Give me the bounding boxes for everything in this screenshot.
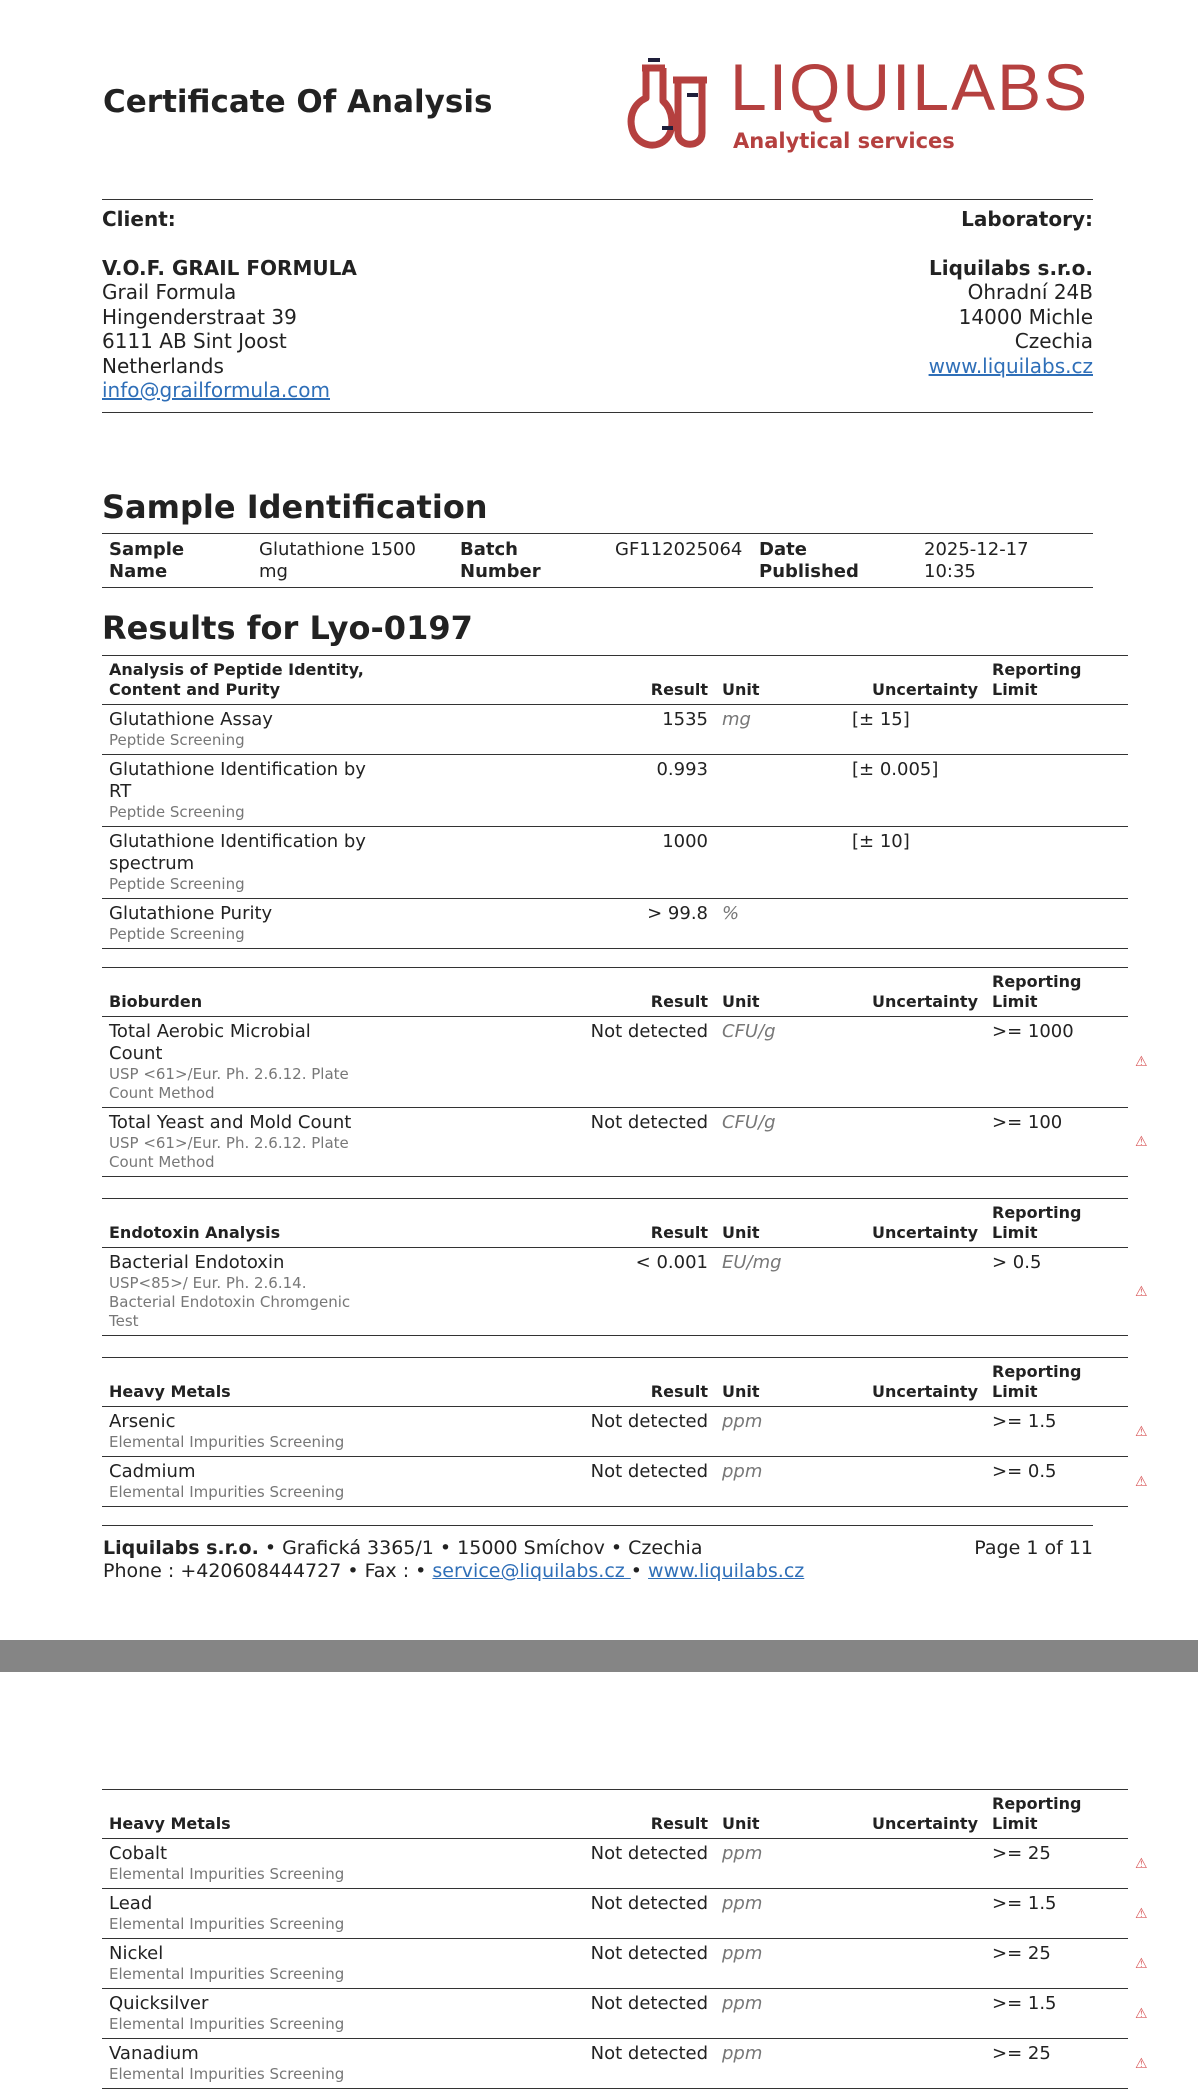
reporting-limit-value [985, 755, 1128, 827]
analyte-cell [102, 2039, 374, 2089]
flask-logo-icon [625, 58, 720, 158]
table-row [102, 1939, 1128, 1989]
reporting-limit-value [985, 827, 1128, 899]
liquilabs-logo [625, 52, 1095, 162]
uncertainty-value [845, 1248, 985, 1336]
result-value: 0.993 [374, 755, 715, 827]
column-header-reporting-limit: Reporting Limit [985, 1199, 1128, 1248]
uncertainty-value [845, 1889, 985, 1939]
column-header-uncertainty: Uncertainty [845, 1790, 985, 1839]
uncertainty-value [845, 899, 985, 949]
unit-value: ppm [715, 1889, 845, 1939]
warning-icon: ⚠ [1135, 1473, 1148, 1490]
results-table [102, 655, 1128, 949]
column-header-reporting-limit: Reporting Limit [985, 1358, 1128, 1407]
analyte-method: Elemental Impurities Screening [109, 2065, 345, 2083]
laboratory-website-link[interactable]: www.liquilabs.cz [928, 353, 1093, 378]
table-row [102, 2039, 1128, 2089]
result-value: Not detected [374, 1108, 715, 1177]
laboratory-header: Laboratory: [961, 207, 1093, 231]
date-published-value: 2025-12-17 10:35 [917, 534, 1093, 588]
table-row [102, 1108, 1128, 1177]
uncertainty-value [845, 1989, 985, 2039]
unit-value: mg [715, 705, 845, 755]
table-row [102, 1839, 1128, 1889]
analyte-method: Elemental Impurities Screening [109, 2015, 345, 2033]
client-header: Client: [102, 207, 176, 231]
page-number: Page 1 of 11 [974, 1537, 1093, 1559]
reporting-limit-value: >= 25 [985, 2039, 1128, 2089]
unit-value: ppm [715, 1457, 845, 1507]
warning-icon: ⚠ [1135, 1134, 1148, 1150]
reporting-limit-value: >= 0.5 [985, 1457, 1128, 1507]
uncertainty-value [845, 1939, 985, 1989]
result-value: Not detected [374, 1889, 715, 1939]
results-table [102, 967, 1148, 1177]
analyte-method: USP <61>/Eur. Ph. 2.6.12. Plate Count Method [109, 1065, 349, 1102]
result-value: > 99.8 [374, 899, 715, 949]
section-title: Heavy Metals [102, 1358, 374, 1407]
client-org: V.O.F. GRAIL FORMULA [102, 255, 357, 280]
reporting-limit-value: >= 100 [985, 1108, 1128, 1177]
date-published-label: Date Published [752, 534, 917, 588]
laboratory-block [613, 207, 1093, 378]
result-value: < 0.001 [374, 1248, 715, 1336]
table-row [102, 1248, 1128, 1336]
analyte-name: Total Yeast and Mold Count [109, 1112, 352, 1133]
footer-contact: Phone : +420608444727 • Fax : • [103, 1560, 433, 1582]
uncertainty-value [845, 1457, 985, 1507]
analyte-method: USP <61>/Eur. Ph. 2.6.12. Plate Count Method [109, 1134, 349, 1171]
unit-value: % [715, 899, 845, 949]
table-header-row [102, 1199, 1128, 1248]
analyte-method: Elemental Impurities Screening [109, 1865, 345, 1883]
table-header-row [102, 1790, 1128, 1839]
warning-icon: ⚠ [1135, 1905, 1148, 1922]
reporting-limit-value [985, 899, 1128, 949]
result-value: Not detected [374, 1839, 715, 1889]
section-title: Analysis of Peptide Identity, Content and Purity [102, 656, 374, 705]
analyte-method: Peptide Screening [109, 731, 245, 749]
analyte-name: Nickel [109, 1943, 164, 1964]
header-divider [102, 199, 1093, 200]
unit-value: CFU/g [715, 1108, 845, 1177]
warning-icon: ⚠ [1135, 1855, 1148, 1872]
warning-icon: ⚠ [1135, 1283, 1148, 1300]
analyte-method: Peptide Screening [109, 803, 245, 821]
column-header-unit: Unit [715, 968, 845, 1017]
column-header-unit: Unit [715, 1358, 845, 1407]
analyte-cell [102, 1839, 374, 1889]
logo-wordmark: LIQUILABS [730, 50, 1090, 124]
sample-table [102, 533, 1093, 588]
analyte-name: Total Aerobic Microbial Count [109, 1021, 311, 1064]
uncertainty-value: [± 15] [845, 705, 985, 755]
footer-address: • Grafická 3365/1 • 15000 Smíchov • Czechia [258, 1537, 703, 1559]
analyte-name: Glutathione Purity [109, 903, 273, 924]
table-row [102, 1889, 1128, 1939]
table-header-row [102, 968, 1128, 1017]
reporting-limit-value: >= 25 [985, 1939, 1128, 1989]
column-header-reporting-limit: Reporting Limit [985, 1790, 1128, 1839]
uncertainty-value [845, 1839, 985, 1889]
result-value: Not detected [374, 1457, 715, 1507]
analyte-method: Elemental Impurities Screening [109, 1433, 345, 1451]
analyte-cell [102, 827, 374, 899]
unit-value: EU/mg [715, 1248, 845, 1336]
reporting-limit-value: >= 1.5 [985, 1989, 1128, 2039]
column-header-uncertainty: Uncertainty [845, 1199, 985, 1248]
unit-value: ppm [715, 1407, 845, 1457]
analyte-cell [102, 1457, 374, 1507]
analyte-cell [102, 1017, 374, 1108]
client-block [102, 207, 582, 403]
results-table [102, 1198, 1148, 1336]
analyte-cell [102, 705, 374, 755]
reporting-limit-value: >= 1.5 [985, 1889, 1128, 1939]
column-header-unit: Unit [715, 656, 845, 705]
analyte-name: Cadmium [109, 1461, 196, 1482]
column-header-reporting-limit: Reporting Limit [985, 968, 1128, 1017]
uncertainty-value [845, 1407, 985, 1457]
result-value: 1535 [374, 705, 715, 755]
reporting-limit-value: >= 1000 [985, 1017, 1128, 1108]
reporting-limit-value: > 0.5 [985, 1248, 1128, 1336]
analyte-cell [102, 1407, 374, 1457]
column-header-result: Result [374, 1199, 715, 1248]
column-header-reporting-limit: Reporting Limit [985, 656, 1128, 705]
unit-value: ppm [715, 2039, 845, 2089]
column-header-result: Result [374, 1358, 715, 1407]
analyte-name: Cobalt [109, 1843, 168, 1864]
analyte-method: Peptide Screening [109, 925, 245, 943]
uncertainty-value [845, 1108, 985, 1177]
warning-icon: ⚠ [1135, 2005, 1148, 2022]
table-row [102, 1989, 1128, 2039]
analyte-method: Peptide Screening [109, 875, 245, 893]
analyte-cell [102, 1108, 374, 1177]
laboratory-org: Liquilabs s.r.o. [929, 255, 1093, 280]
result-value: Not detected [374, 2039, 715, 2089]
table-header-row [102, 1358, 1128, 1407]
analyte-name: Quicksilver [109, 1993, 209, 2014]
page-footer [103, 1537, 1093, 1583]
laboratory-line: Ohradní 24B [967, 280, 1093, 304]
analyte-name: Glutathione Assay [109, 709, 273, 730]
reporting-limit-value: >= 25 [985, 1839, 1128, 1889]
table-row [102, 827, 1128, 899]
reporting-limit-value [985, 705, 1128, 755]
result-value: Not detected [374, 1939, 715, 1989]
results-heading: Results for Lyo-0197 [102, 609, 473, 647]
analyte-cell [102, 1989, 374, 2039]
client-line: Grail Formula [102, 280, 237, 304]
footer-company: Liquilabs s.r.o. [103, 1537, 259, 1559]
analyte-cell [102, 1939, 374, 1989]
column-header-uncertainty: Uncertainty [845, 1358, 985, 1407]
table-row [102, 1457, 1128, 1507]
section-title: Heavy Metals [102, 1790, 374, 1839]
unit-value [715, 755, 845, 827]
analyte-name: Glutathione Identification by spectrum [109, 831, 366, 874]
document-title: Certificate Of Analysis [103, 84, 493, 120]
analyte-method: Elemental Impurities Screening [109, 1965, 345, 1983]
analyte-cell [102, 899, 374, 949]
column-header-uncertainty: Uncertainty [845, 968, 985, 1017]
column-header-result: Result [374, 1790, 715, 1839]
logo-tagline: Analytical services [733, 129, 955, 153]
footer-separator: • [630, 1560, 649, 1582]
sample-heading: Sample Identification [102, 488, 488, 526]
unit-value: ppm [715, 1839, 845, 1889]
analyte-cell [102, 1248, 374, 1336]
table-row [102, 705, 1128, 755]
table-row [102, 1017, 1128, 1108]
footer-website-link[interactable]: www.liquilabs.cz [648, 1560, 805, 1582]
column-header-unit: Unit [715, 1790, 845, 1839]
warning-icon: ⚠ [1135, 1054, 1148, 1070]
result-value: 1000 [374, 827, 715, 899]
unit-value: ppm [715, 1989, 845, 2039]
table-row [102, 1407, 1128, 1457]
laboratory-line: 14000 Michle [958, 304, 1093, 329]
analyte-name: Lead [109, 1893, 153, 1914]
unit-value: CFU/g [715, 1017, 845, 1108]
table-row [102, 755, 1128, 827]
address-divider [102, 412, 1093, 413]
analyte-name: Vanadium [109, 2043, 199, 2064]
analyte-name: Glutathione Identification by RT [109, 759, 366, 802]
unit-value [715, 827, 845, 899]
uncertainty-value [845, 2039, 985, 2089]
batch-number-value: GF112025064 [608, 534, 752, 588]
column-header-result: Result [374, 968, 715, 1017]
warning-icon: ⚠ [1135, 1423, 1148, 1440]
section-title: Bioburden [102, 968, 374, 1017]
results-table [102, 1789, 1148, 2089]
footer-divider [102, 1525, 1093, 1526]
results-table [102, 1357, 1148, 1507]
analyte-cell [102, 1889, 374, 1939]
warning-icon: ⚠ [1135, 2055, 1148, 2072]
laboratory-line: Czechia [1014, 329, 1093, 353]
column-header-result: Result [374, 656, 715, 705]
analyte-method: Elemental Impurities Screening [109, 1915, 345, 1933]
warning-icon: ⚠ [1135, 1955, 1148, 1972]
analyte-method: USP<85>/ Eur. Ph. 2.6.14. Bacterial Endotoxin Chromgenic Test [109, 1274, 351, 1330]
analyte-cell [102, 755, 374, 827]
column-header-uncertainty: Uncertainty [845, 656, 985, 705]
sample-name-label: Sample Name [102, 534, 252, 588]
uncertainty-value: [± 10] [845, 827, 985, 899]
analyte-name: Arsenic [109, 1411, 176, 1432]
sample-name-value: Glutathione 1500 mg [252, 534, 453, 588]
unit-value: ppm [715, 1939, 845, 1989]
result-value: Not detected [374, 1407, 715, 1457]
uncertainty-value: [± 0.005] [845, 755, 985, 827]
table-row [102, 899, 1128, 949]
client-line: 6111 AB Sint Joost [102, 329, 287, 353]
table-header-row [102, 656, 1128, 705]
footer-email-link[interactable]: service@liquilabs.cz [432, 1560, 631, 1582]
page-separator [0, 1640, 1198, 1672]
client-email-link[interactable]: info@grailformula.com [102, 378, 330, 402]
client-line: Hingenderstraat 39 [102, 304, 297, 329]
section-title: Endotoxin Analysis [102, 1199, 374, 1248]
uncertainty-value [845, 1017, 985, 1108]
batch-number-label: Batch Number [453, 534, 608, 588]
result-value: Not detected [374, 1017, 715, 1108]
result-value: Not detected [374, 1989, 715, 2039]
analyte-name: Bacterial Endotoxin [109, 1252, 285, 1273]
column-header-unit: Unit [715, 1199, 845, 1248]
client-line: Netherlands [102, 353, 224, 378]
page-2 [0, 1672, 1198, 2090]
reporting-limit-value: >= 1.5 [985, 1407, 1128, 1457]
analyte-method: Elemental Impurities Screening [109, 1483, 345, 1501]
